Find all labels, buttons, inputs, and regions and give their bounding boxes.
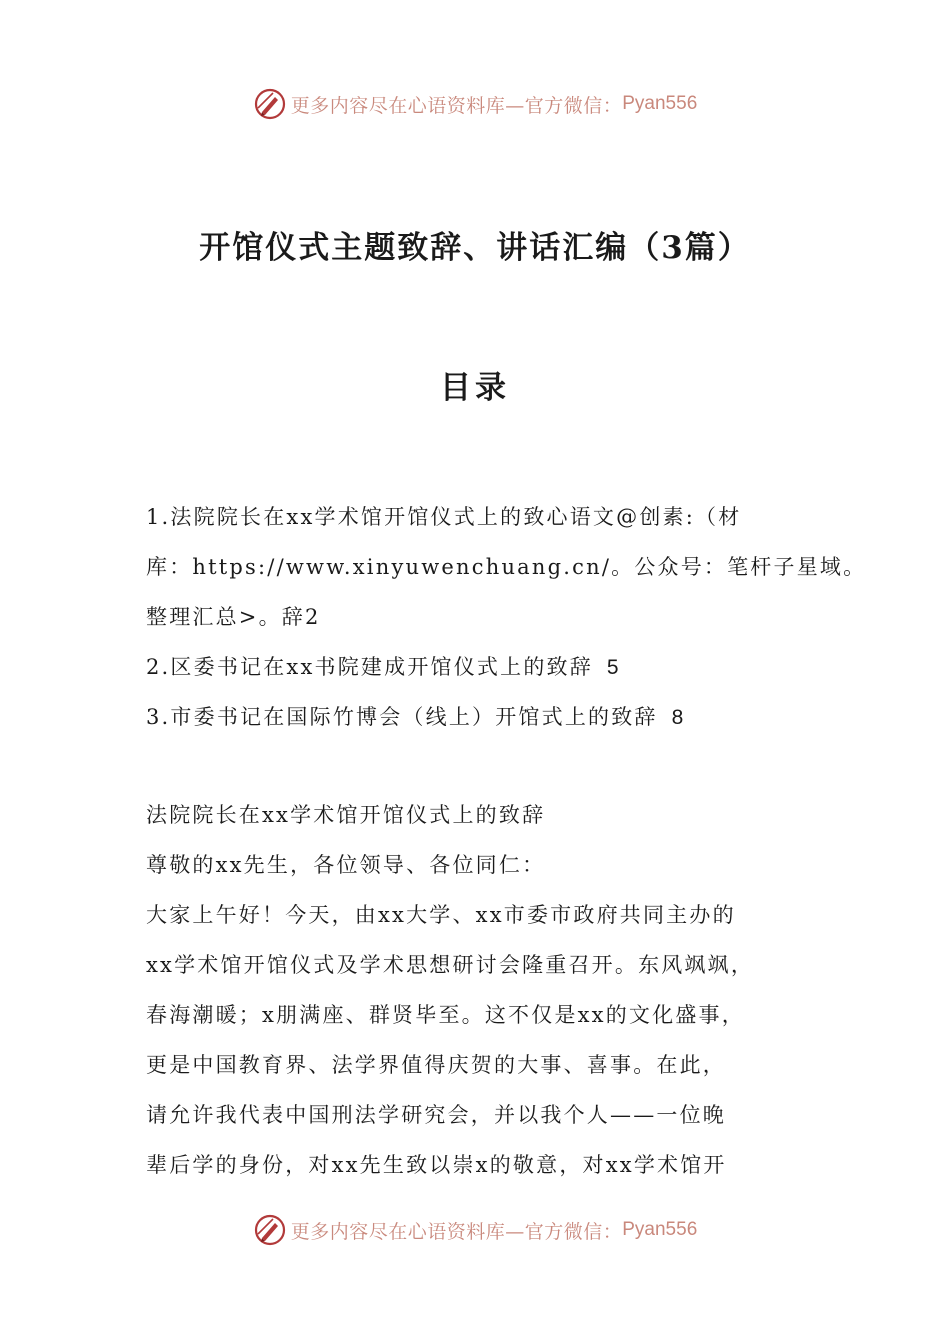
- paragraph-line: 更是中国教育界、法学界值得庆贺的大事、喜事。在此，: [146, 1053, 726, 1077]
- paragraph-line: xx学术馆开馆仪式及学术思想研讨会隆重召开。东风飒飒，: [146, 953, 755, 977]
- document-title: 开馆仪式主题致辞、讲话汇编（3篇）: [199, 230, 751, 266]
- toc-heading: 目录: [440, 370, 510, 406]
- watermark-text: 更多内容尽在心语资料库—官方微信：: [290, 94, 623, 117]
- header-watermark: [0, 84, 950, 124]
- toc-item-3: [146, 692, 826, 742]
- toc-item-1-line-1: 1.法院院长在xx学术馆开馆仪式上的致心语文@创素:（材: [146, 505, 742, 529]
- toc-item-2: [146, 642, 826, 692]
- watermark-text: 更多内容尽在心语资料库—官方微信：: [290, 1220, 623, 1243]
- watermark-wechat-id: Pyan556: [622, 1219, 698, 1240]
- toc-item-2-text: 2.区委书记在xx书院建成开馆仪式上的致辞: [146, 655, 593, 679]
- pen-logo-icon: [253, 87, 287, 121]
- footer-watermark: [0, 1210, 950, 1250]
- toc-item-2-page: 5: [606, 656, 621, 679]
- toc-item-1-line-3: 整理汇总>。辞2: [146, 605, 321, 629]
- toc-item-3-text: 3.市委书记在国际竹博会（线上）开馆式上的致辞: [146, 705, 658, 729]
- watermark-wechat-id: Pyan556: [622, 93, 698, 114]
- paragraph-line: 大家上午好！今天，由xx大学、xx市委市政府共同主办的: [146, 903, 736, 927]
- paragraph-line: 请允许我代表中国刑法学研究会，并以我个人——一位晚: [146, 1103, 726, 1127]
- paragraph-line: 春海潮暖；x朋满座、群贤毕至。这不仅是xx的文化盛事，: [146, 1003, 745, 1027]
- toc-item-3-page: 8: [671, 706, 686, 729]
- article-heading: 法院院长在xx学术馆开馆仪式上的致辞: [146, 803, 546, 827]
- toc-item-1-line-2: 库：https://www.xinyuwenchuang.cn/。公众号：笔杆子星域。: [146, 555, 867, 579]
- article-salutation: 尊敬的xx先生，各位领导、各位同仁：: [146, 853, 546, 877]
- table-of-contents: [146, 492, 867, 742]
- article: [146, 790, 826, 1190]
- paragraph-line: 辈后学的身份，对xx先生致以崇x的敬意，对xx学术馆开: [146, 1153, 727, 1177]
- pen-logo-icon: [253, 1213, 287, 1247]
